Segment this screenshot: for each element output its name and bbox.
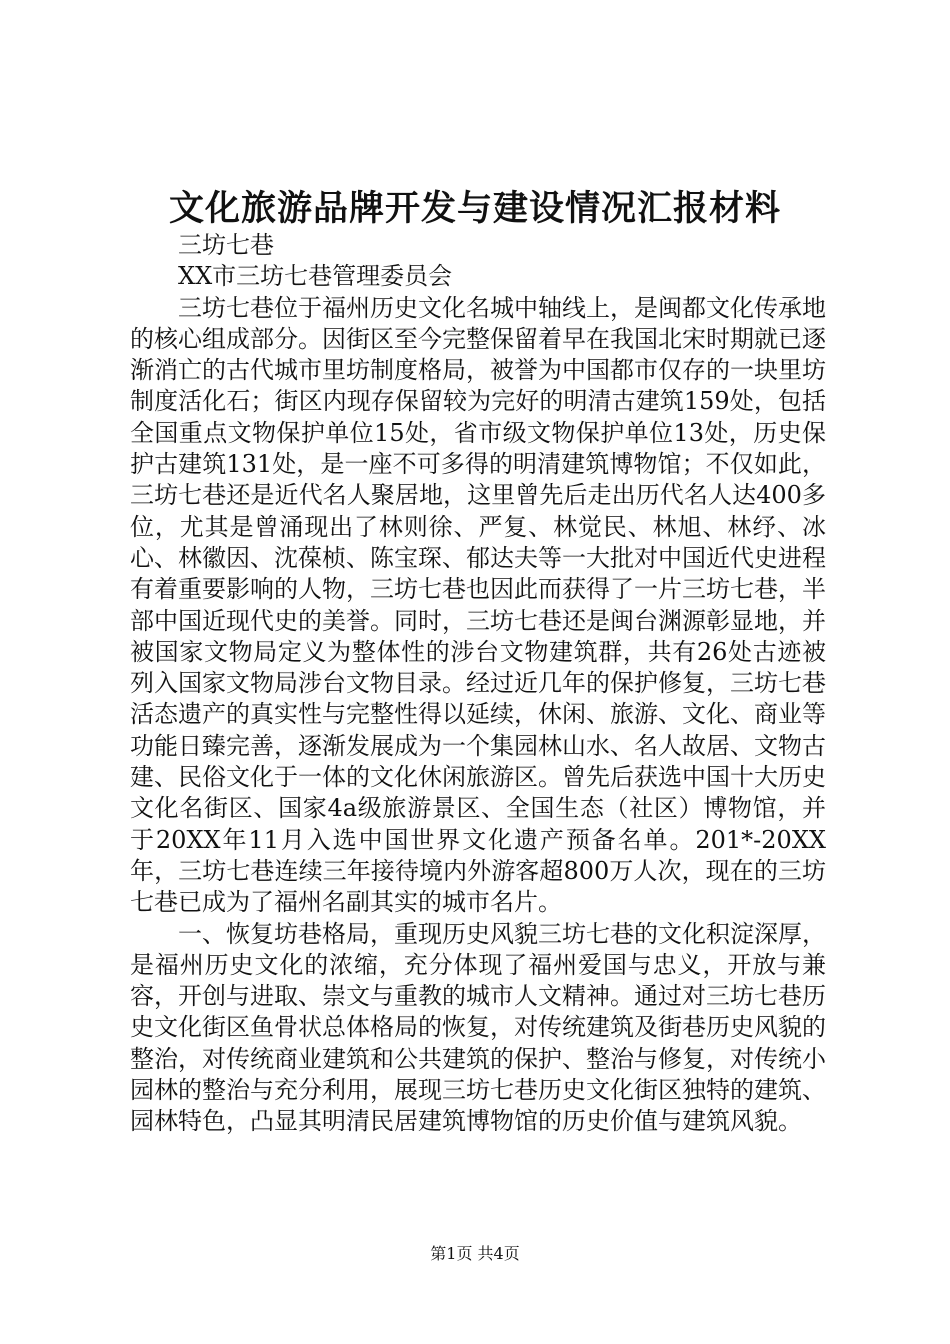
body-paragraph-intro: 三坊七巷位于福州历史文化名城中轴线上，是闽都文化传承地的核心组成部分。因街区至今完整保留着早在我国北宋时期就已逐渐消亡的古代城市里坊制度格局，被誉为中国都市仅存的一块里坊制度活化石；街区内现存保留较为完好的明清古建筑159处，包括全国重点文物保护单位15处，省市级文物保护单位13处，历史保护古建筑131处，是一座不可多得的明清建筑博物馆；不仅如此，三坊七巷还是近代名人聚居地，这里曾先后走出历代名人达400多位，尤其是曾涌现出了林则徐、严复、林觉民、林旭、林纾、冰心、林徽因、沈葆桢、陈宝琛、郁达夫等一大批对中国近代史进程有着重要影响的人物，三坊七巷也因此而获得了一片三坊七巷，半部中国近现代史的美誉。同时，三坊七巷还是闽台渊源彰显地，并被国家文物局定义为整体性的涉台文物建筑群，共有26处古迹被列入国家文物局涉台文物目录。经过近几年的保护修复，三坊七巷活态遗产的真实性与完整性得以延续，休闲、旅游、文化、商业等功能日臻完善，逐渐发展成为一个集园林山水、名人故居、文物古建、民俗文化于一体的文化休闲旅游区。曾先后获选中国十大历史文化名街区、国家4a级旅游景区、全国生态（社区）博物馆，并于20XX年11月入选中国世界文化遗产预备名单。201*-20XX年，三坊七巷连续三年接待境内外游客超800万人次，现在的三坊七巷已成为了福州名副其实的城市名片。 (130, 293, 826, 917)
document-title: 文化旅游品牌开发与建设情况汇报材料 (168, 188, 781, 229)
document-body (130, 230, 826, 1138)
body-paragraph-section-1: 一、恢复坊巷格局，重现历史风貌三坊七巷的文化积淀深厚，是福州历史文化的浓缩，充分体现了福州爱国与忠义，开放与兼容，开创与进取、崇文与重教的城市人文精神。通过对三坊七巷历史文化街区鱼骨状总体格局的恢复，对传统建筑及街巷历史风貌的整治，对传统商业建筑和公共建筑的保护、整治与修复，对传统小园林的整治与充分利用，展现三坊七巷历史文化街区独特的建筑、园林特色，凸显其明清民居建筑博物馆的历史价值与建筑风貌。 (130, 919, 826, 1136)
page-footer: 第1页 共4页 (430, 1244, 520, 1263)
subtitle-line: 三坊七巷 (178, 231, 274, 259)
organization-line: XX市三坊七巷管理委员会 (178, 262, 453, 291)
